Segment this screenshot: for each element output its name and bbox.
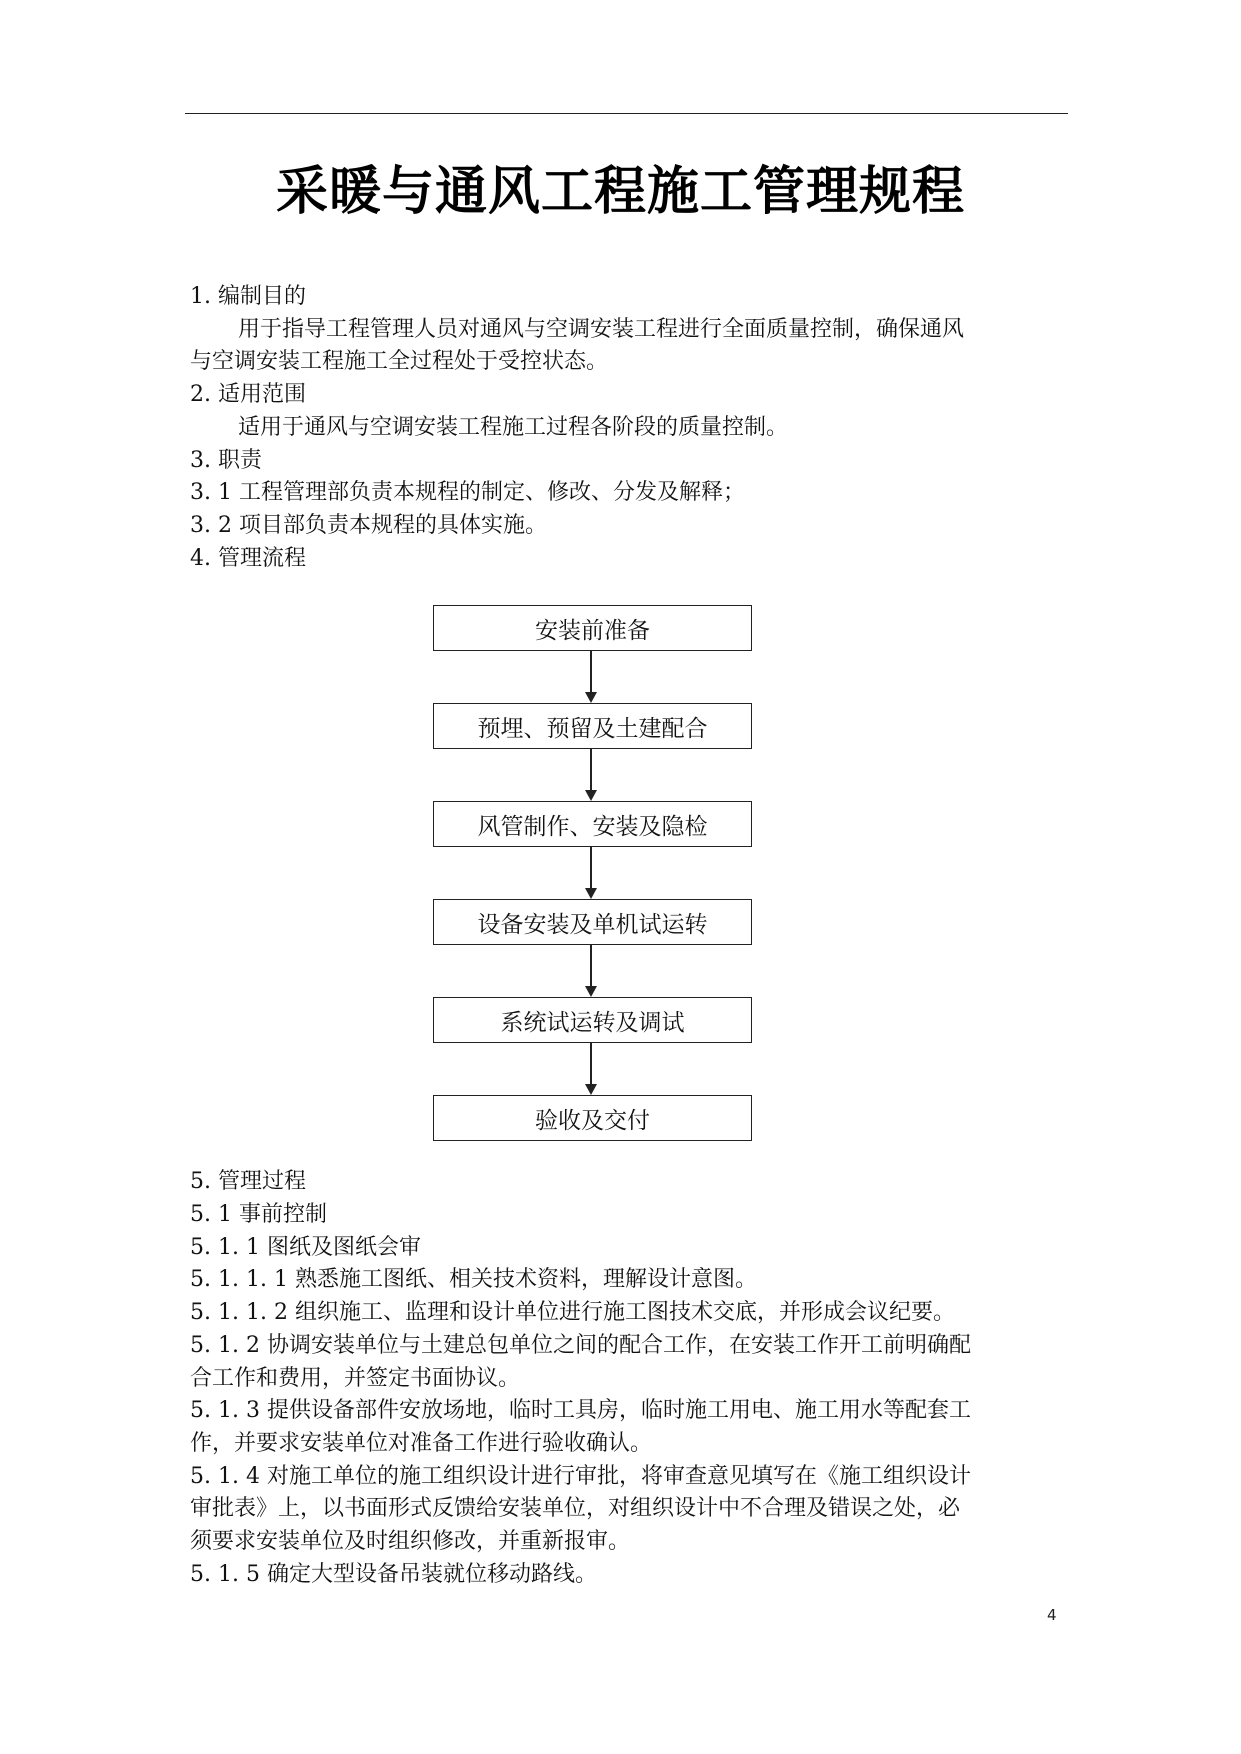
flow-step-2: 预埋、预留及土建配合 [433,703,752,749]
page-number: 4 [1047,1606,1057,1624]
section-5-1-2-line-2: 合工作和费用，并签定书面协议。 [190,1366,521,1391]
section-1-body-line-2: 与空调安装工程施工全过程处于受控状态。 [190,349,609,374]
flow-step-4: 设备安装及单机试运转 [433,899,752,945]
flow-arrow-2 [585,749,597,801]
section-5-1-1-2: 5. 1. 1. 2 组织施工、监理和设计单位进行施工图技术交底，并形成会议纪要。 [190,1300,955,1325]
section-3-heading: 3. 职责 [190,448,262,473]
flow-arrow-1 [585,651,597,703]
header-rule [185,113,1068,114]
section-3-1: 3. 1 工程管理部负责本规程的制定、修改、分发及解释； [190,480,745,505]
document-title: 采暖与通风工程施工管理规程 [275,161,965,222]
section-5-1-3-line-1: 5. 1. 3 提供设备部件安放场地，临时工具房，临时施工用电、施工用水等配套工 [190,1398,971,1423]
flow-step-6: 验收及交付 [433,1095,752,1141]
section-5-heading: 5. 管理过程 [190,1169,306,1194]
flow-step-5: 系统试运转及调试 [433,997,752,1043]
section-1-body-line-1: 用于指导工程管理人员对通风与空调安装工程进行全面质量控制，确保通风 [238,317,965,342]
section-1-heading: 1. 编制目的 [190,284,306,309]
section-5-1-5: 5. 1. 5 确定大型设备吊装就位移动路线。 [190,1562,597,1587]
flow-arrow-3 [585,847,597,899]
section-5-1-1: 5. 1. 1 图纸及图纸会审 [190,1235,421,1260]
section-5-1-4-line-1: 5. 1. 4 对施工单位的施工组织设计进行审批，将审查意见填写在《施工组织设计 [190,1464,971,1489]
section-5-1-4-line-3: 须要求安装单位及时组织修改，并重新报审。 [190,1529,631,1554]
section-5-1-2-line-1: 5. 1. 2 协调安装单位与土建总包单位之间的配合工作，在安装工作开工前明确配 [190,1333,971,1358]
section-5-1: 5. 1 事前控制 [190,1202,327,1227]
section-4-heading: 4. 管理流程 [190,546,306,571]
flow-step-3: 风管制作、安装及隐检 [433,801,752,847]
section-5-1-1-1: 5. 1. 1. 1 熟悉施工图纸、相关技术资料，理解设计意图。 [190,1267,757,1292]
section-5-1-4-line-2: 审批表》上，以书面形式反馈给安装单位，对组织设计中不合理及错误之处，必 [190,1496,961,1521]
flow-arrow-4 [585,945,597,997]
flow-arrow-5 [585,1043,597,1095]
section-5-1-3-line-2: 作，并要求安装单位对准备工作进行验收确认。 [190,1431,653,1456]
section-2-body: 适用于通风与空调安装工程施工过程各阶段的质量控制。 [238,415,789,440]
section-3-2: 3. 2 项目部负责本规程的具体实施。 [190,513,547,538]
section-2-heading: 2. 适用范围 [190,382,306,407]
flow-step-1: 安装前准备 [433,605,752,651]
